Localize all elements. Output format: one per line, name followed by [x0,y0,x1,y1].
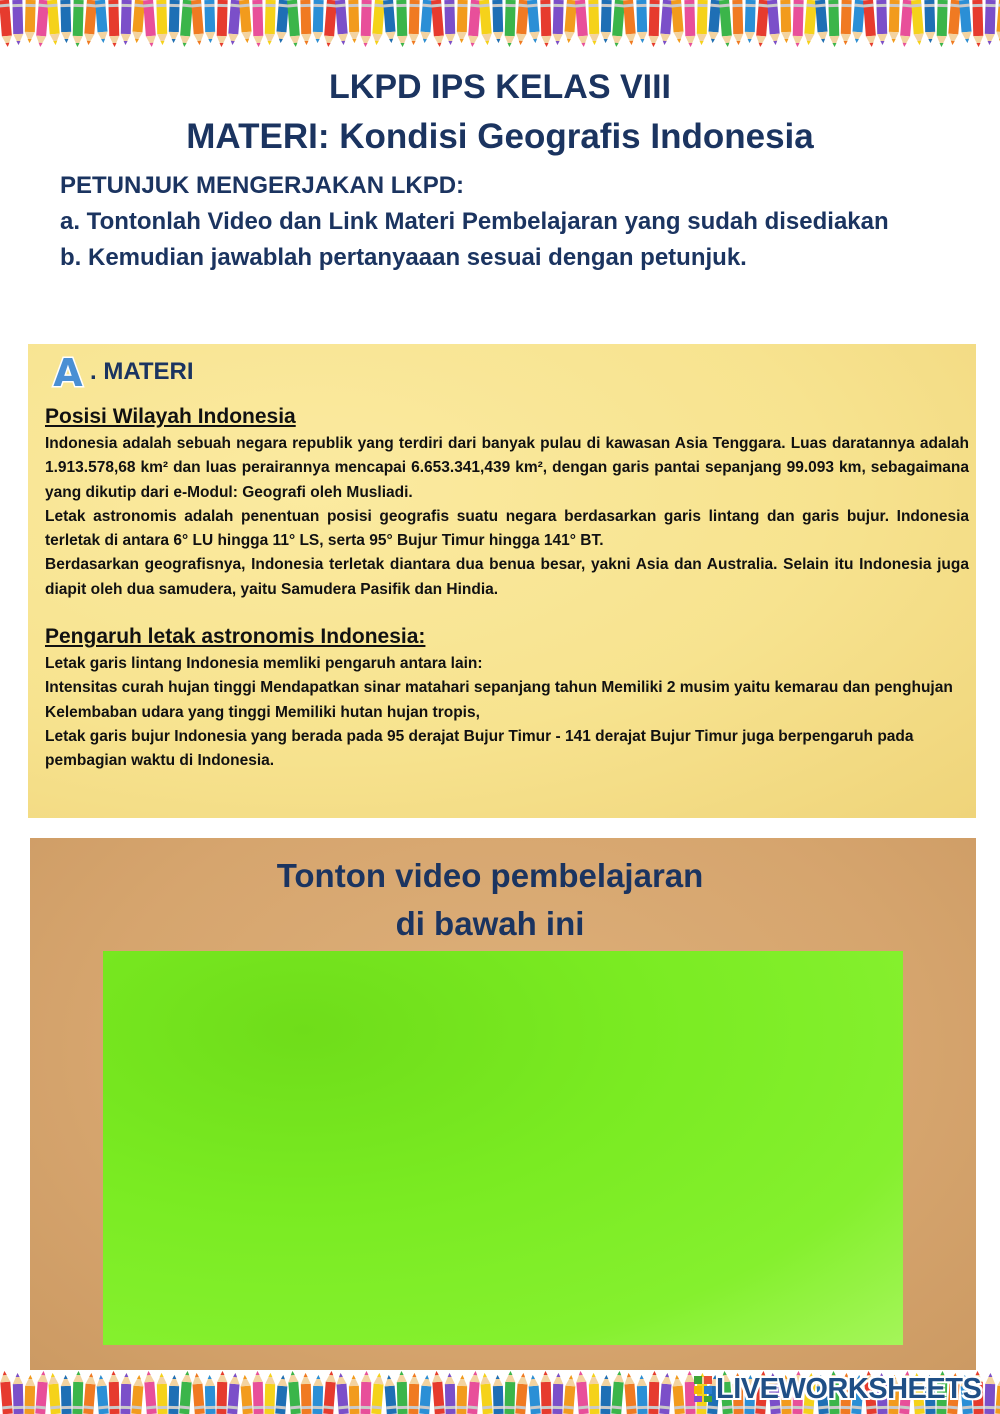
pencil-icon [563,1375,576,1414]
pencil-icon [168,1375,179,1414]
paragraph: Letak garis bujur Indonesia yang berada pada 95 derajat Bujur Timur - 141 derajat Bujur Timur juga berpengaruh pada pembagian waktu di Indonesia. [45,727,914,770]
pencil-icon [600,1375,611,1414]
pencil-icon [696,0,707,45]
materi-body [45,402,969,774]
pencil-icon [108,1371,119,1414]
pencil-icon [252,1371,263,1414]
liveworksheets-watermark[interactable] [692,1372,981,1406]
pencil-icon [899,0,913,47]
pencil-icon [47,0,60,45]
pencil-icon [936,0,947,47]
pencil-icon [83,1373,96,1414]
pencil-icon [323,0,337,47]
materi-panel [28,344,976,818]
pencil-icon [648,1371,659,1414]
pencil-icon [492,0,503,43]
pencil-icon [335,0,348,45]
pencil-icon [444,0,455,45]
pencil-icon [708,0,721,43]
instruction-item-b: b. Kemudian jawablah pertanyaaan sesuai dengan petunjuk. [60,244,747,271]
pencil-icon [611,0,625,47]
paragraph: Berdasarkan geografisnya, Indonesia terletak diantara dua benua besar, yakni Asia dan Australia. Selain itu Indonesia juga diapit oleh dua samudera, yaitu Samudera Pasifik dan Hindia. [45,556,969,598]
pencil-icon [169,0,180,43]
pencil-icon [755,0,769,47]
pencil-icon [972,0,983,47]
pencil-icon [515,0,528,45]
pencil-icon [540,1371,551,1414]
pencil-icon [480,1373,493,1414]
pencil-icon [624,1373,637,1414]
pencil-icon [348,0,359,43]
materi-heading [50,352,194,392]
pencil-icon [467,1371,480,1414]
pencil-icon [264,0,275,45]
pencil-icon [996,0,1000,43]
pencil-icon [457,0,468,43]
pencil-icon [239,0,252,43]
page-header [0,62,1000,162]
pencil-icon [408,1373,419,1414]
pencil-icon [636,0,647,43]
pencil-icon [852,0,865,43]
pencil-icon [360,0,371,47]
pencil-icon [456,1375,467,1414]
video-title-line2: di bawah ini [395,905,585,942]
pencil-icon [840,0,851,45]
pencil-icon [588,0,599,45]
pencil-icon [564,0,577,43]
pencil-icon [301,1373,312,1414]
paragraph: Letak astronomis adalah penentuan posisi geografis suatu negara berdasarkan garis lintang dan garis bujur. Indonesia terletak di antara 6° LU hingga 11° LS, serta 95° Bujur Timur hingga 141° BT. [45,507,969,550]
pencil-icon [96,1375,109,1414]
pencil-icon [48,1373,61,1414]
pencil-icon [72,0,83,47]
pencil-icon [479,0,492,45]
pencil-icon [659,1373,672,1414]
pencil-icon [719,0,733,47]
pencil-icon [431,0,445,47]
pencil-icon [108,0,119,47]
pencil-icon [287,0,301,47]
page-subtitle: MATERI: Kondisi Geografis Indonesia [186,117,814,156]
pencil-icon [504,0,515,47]
paragraph: Letak garis lintang Indonesia memliki pengaruh antara lain: [45,655,483,673]
pencil-icon [227,1373,240,1414]
pencil-icon [371,1373,384,1414]
pencil-icon [467,0,481,47]
pencil-icon [25,0,36,43]
pencil-icon [528,1375,541,1414]
pencil-icon [276,0,289,43]
instructions [60,168,940,276]
pencil-icon [216,1371,227,1414]
pencil-icon [35,0,49,47]
materi-heading-label: . MATERI [90,358,194,385]
watermark-text: LIVEWORKSHEETS [716,1372,982,1405]
pencil-icon [227,0,240,45]
pencil-icon [408,0,419,45]
pencil-icon [205,1375,216,1414]
pencil-icon [384,1375,397,1414]
pencil-icon [156,0,167,45]
instructions-heading: PETUNJUK MENGERJAKAN LKPD: [60,172,465,199]
pencil-icon [623,0,636,45]
pencil-icon [396,1371,407,1414]
pencil-icon [995,1375,1000,1414]
pencil-icon [863,0,877,47]
pencil-icon [264,1373,275,1414]
pencil-icon [143,1371,156,1414]
pencil-icon [61,1375,72,1414]
pencil-icon [540,0,551,47]
pencil-icon [179,0,193,47]
pencil-icon [275,1375,288,1414]
pencil-icon [300,0,311,45]
pencil-icon [240,1375,253,1414]
pencil-icon [95,0,108,43]
pencil-icon [659,0,672,45]
pencil-icon [947,0,960,45]
pencil-icon [815,0,828,43]
pencil-border-top [0,0,1000,50]
pencil-icon [35,1371,48,1414]
pencil-icon [131,1375,144,1414]
pencil-icon [13,1373,24,1414]
pencil-icon [323,1371,336,1414]
letter-a-badge-icon [50,352,86,392]
pencil-icon [157,1373,168,1414]
pencil-icon [911,0,924,45]
video-title [30,852,950,948]
pencil-icon [312,1375,323,1414]
pencil-icon [287,1371,300,1414]
section-title-posisi: Posisi Wilayah Indonesia [45,405,296,428]
pencil-icon [575,1371,588,1414]
pencil-icon [984,1373,995,1414]
pencil-icon [589,1373,600,1414]
pencil-icon [179,1371,192,1414]
pencil-icon [72,1371,83,1414]
pencil-icon [648,0,659,47]
pencil-icon [552,0,563,45]
pencil-icon [349,1375,360,1414]
pencil-icon [371,0,384,45]
pencil-icon [637,1375,648,1414]
pencil-icon [552,1373,563,1414]
pencil-icon [60,0,71,43]
pencil-icon [767,0,780,45]
pencil-icon [672,1375,685,1414]
pencil-icon [780,0,791,43]
pencil-icon [192,1373,205,1414]
pencil-icon [419,1375,432,1414]
pencil-icon [420,0,433,43]
video-player[interactable] [103,951,903,1345]
pencil-icon [120,0,131,45]
pencil-icon [216,0,227,47]
instruction-item-a: a. Tontonlah Video dan Link Materi Pembelajaran yang sudah disediakan [60,208,889,235]
pencil-icon [12,0,23,45]
pencil-icon [252,0,263,47]
pencil-icon [431,1371,444,1414]
pencil-icon [803,0,816,45]
pencil-icon [204,0,215,43]
pencil-icon [0,1371,13,1414]
pencil-icon [24,1375,35,1414]
pencil-icon [515,1373,528,1414]
pencil-icon [396,0,407,47]
pencil-icon [0,0,13,47]
paragraph: Intensitas curah hujan tinggi Mendapatkan sinar matahari sepanjang tahun Memiliki 2 musim yaitu kemarau dan penghujan Kelembaban udara yang tinggi Memiliki hutan hujan tropis, [45,679,953,721]
pencil-icon [313,0,324,43]
pencil-icon [383,0,396,43]
pencil-icon [143,0,157,47]
pencil-icon [575,0,589,47]
pencil-icon [876,0,887,45]
pencil-icon [83,0,96,45]
pencil-border-icon [0,0,1000,50]
section-title-pengaruh: Pengaruh letak astronomis Indonesia: [45,625,426,649]
badge-letter: A [53,352,83,392]
pencil-icon [684,0,695,47]
pencil-icon [504,1371,515,1414]
pencil-icon [792,0,803,47]
pencil-icon [732,0,743,45]
pencil-icon [493,1375,504,1414]
pencil-icon [336,1373,349,1414]
page-title: LKPD IPS KELAS VIII [329,68,671,106]
pencil-icon [984,0,995,45]
liveworksheets-logo-icon [692,1374,714,1404]
pencil-icon [924,0,935,43]
video-panel [30,838,976,1370]
pencil-icon [527,0,540,43]
pencil-icon [120,1373,131,1414]
pencil-icon [445,1373,456,1414]
pencil-icon [132,0,145,43]
pencil-icon [671,0,684,43]
pencil-icon [745,0,756,43]
pencil-icon [959,0,972,43]
pencil-icon [611,1371,624,1414]
paragraph: Indonesia adalah sebuah negara republik yang terdiri dari banyak pulau di kawasan Asia Tenggara. Luas daratannya adalah 1.913.578,68 km² dan luas perairannya mencapai 6.653.341,439 km², dengan garis pantai sepanjang 99.093 km, sebagaimana yang dikutip dari e-Modul: Geografi oleh Musliadi. [45,435,969,501]
pencil-icon [889,0,900,43]
pencil-icon [601,0,612,43]
pencil-icon [360,1371,371,1414]
video-title-line1: Tonton video pembelajaran [276,857,704,894]
pencil-icon [828,0,839,47]
pencil-icon [191,0,204,45]
